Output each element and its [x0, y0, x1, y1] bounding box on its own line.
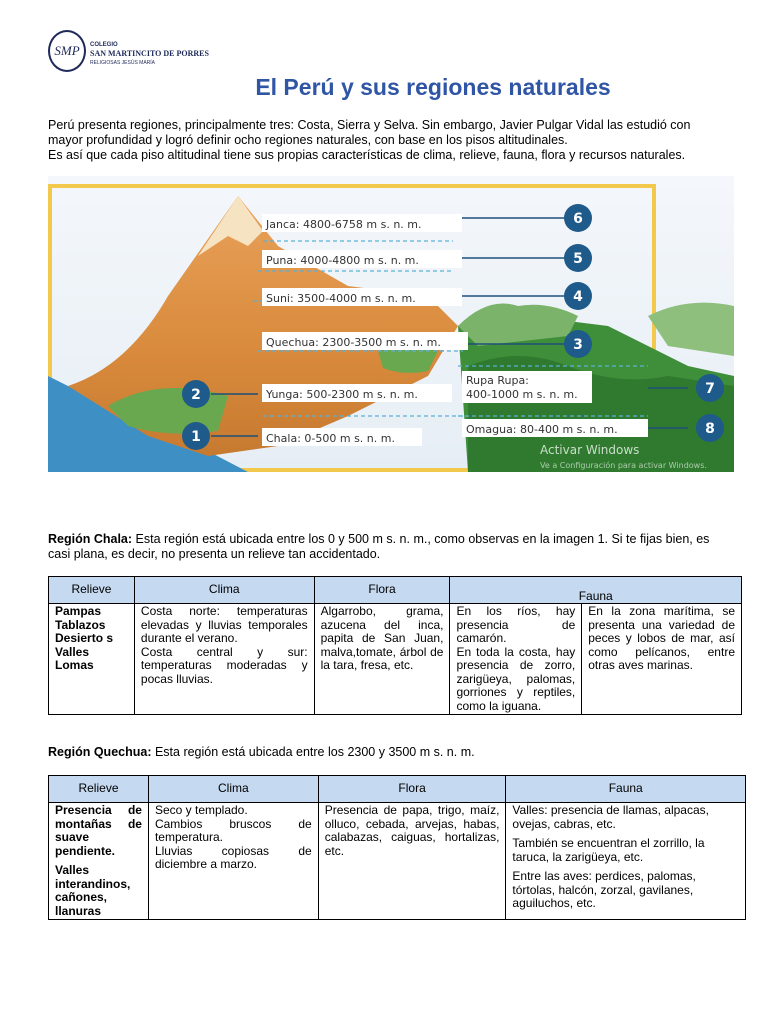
quechua-fauna-3: Entre las aves: perdices, palomas, tórtolas, halcón, zorzal, gavilanes, aguiluchos, etc. — [512, 869, 696, 910]
chala-clima — [134, 604, 314, 715]
label-quechua: Quechua: 2300-3500 m s. n. m. — [266, 336, 441, 349]
quechua-clima-1: Seco y templado. — [154, 803, 248, 817]
intro-paragraph-2: Es así que cada piso altitudinal tiene sus propias características de clima, relieve, fauna, flora y recursos naturales. — [48, 148, 686, 162]
quechua-intro — [48, 745, 728, 760]
label-puna: Puna: 4000-4800 m s. n. m. — [266, 254, 419, 267]
quechua-fauna-2: También se encuentran el zorrillo, la taruca, la zarigüeya, etc. — [512, 836, 705, 864]
quechua-relieve-2: Valles interandinos, cañones, llanuras — [55, 863, 131, 918]
quechua-fauna-1: Valles: presencia de llamas, alpacas, ovejas, cabras, etc. — [512, 803, 709, 831]
logo-line-3: RELIGIOSAS JESÚS MARÍA — [90, 60, 156, 66]
chala-intro — [48, 532, 728, 562]
school-seal: SMP — [48, 30, 86, 72]
badge-7: 7 — [705, 381, 715, 397]
label-suni: Suni: 3500-4000 m s. n. m. — [266, 292, 416, 305]
badge-2: 2 — [191, 387, 201, 403]
chala-fauna-land — [450, 604, 582, 715]
quechua-header-clima: Clima — [148, 776, 318, 803]
label-omagua: Omagua: 80-400 m s. n. m. — [466, 423, 618, 436]
quechua-table — [48, 775, 746, 920]
chala-fauna-costa: En toda la costa, hay presencia de zorro, zarigüeya, palomas, gorriones y reptiles, como la iguana. — [456, 644, 576, 713]
chala-header-clima: Clima — [134, 577, 314, 604]
badge-3: 3 — [573, 337, 583, 353]
quechua-header-fauna: Fauna — [506, 776, 746, 803]
badge-8: 8 — [705, 421, 715, 437]
badge-5: 5 — [573, 251, 583, 267]
label-chala: Chala: 0-500 m s. n. m. — [266, 432, 395, 445]
watermark-activate: Activar Windows — [540, 443, 640, 457]
chala-flora: Algarrobo, grama, azucena del inca, papita de San Juan, malva,tomate, árbol de la tara, fresa, etc. — [314, 604, 450, 715]
label-rupa-rupa-2: 400-1000 m s. n. m. — [466, 388, 578, 401]
label-rupa-rupa-1: Rupa Rupa: — [466, 374, 529, 387]
intro-paragraph-1: Perú presenta regiones, principalmente tres: Costa, Sierra y Selva. Sin embargo, Javier Pulgar Vidal las estudió con mayor profundidad y logró definir ocho regiones naturales, con base en los pisos altitudinales. — [48, 118, 691, 147]
badge-4: 4 — [573, 289, 583, 305]
quechua-fauna — [506, 803, 746, 920]
chala-relieve: Pampas Tablazos Desierto s Valles Lomas — [49, 604, 135, 715]
logo-line-1: COLEGIO — [90, 42, 118, 48]
quechua-clima-2: Cambios bruscos de temperatura. — [154, 816, 312, 844]
quechua-clima — [148, 803, 318, 920]
chala-fauna-rios: En los ríos, hay presencia de camarón. — [456, 604, 576, 645]
chala-header-flora: Flora — [314, 577, 450, 604]
quechua-relieve — [49, 803, 149, 920]
quechua-flora: Presencia de papa, trigo, maíz, olluco, cebada, arvejas, habas, calabazas, caiguas, hortalizas, etc. — [318, 803, 506, 920]
label-janca: Janca: 4800-6758 m s. n. m. — [266, 218, 422, 231]
chala-text: Esta región está ubicada entre los 0 y 500 m s. n. m., como observas en la imagen 1. Si te fijas bien, es casi plana, es decir, no presenta un relieve tan accidentado. — [48, 532, 710, 561]
quechua-header-relieve: Relieve — [49, 776, 149, 803]
chala-header-relieve: Relieve — [49, 577, 135, 604]
quechua-heading: Región Quechua: — [48, 745, 152, 759]
chala-clima-norte: Costa norte: temperaturas elevadas y lluvias temporales durante el verano. — [140, 604, 308, 645]
chala-fauna-marina: En la zona marítima, se presenta una variedad de peces y lobos de mar, así como pelícanos, entre otras aves marinas. — [582, 604, 742, 715]
chala-table — [48, 576, 742, 715]
intro-text — [48, 118, 728, 163]
school-logo — [48, 30, 228, 76]
chala-heading: Región Chala: — [48, 532, 133, 546]
quechua-relieve-1: Presencia de montañas de suave pendiente. — [55, 803, 142, 858]
chala-header-fauna: Fauna — [450, 577, 742, 604]
quechua-clima-3: Lluvias copiosas de diciembre a marzo. — [154, 843, 312, 871]
chala-clima-central: Costa central y sur: temperaturas moderadas y pocas lluvias. — [140, 644, 308, 686]
badge-6: 6 — [573, 211, 583, 227]
quechua-text: Esta región está ubicada entre los 2300 y 3500 m s. n. m. — [151, 745, 475, 759]
watermark-settings: Ve a Configuración para activar Windows. — [540, 461, 707, 470]
quechua-header-flora: Flora — [318, 776, 506, 803]
logo-line-2: SAN MARTINCITO DE PORRES — [90, 49, 209, 58]
label-yunga: Yunga: 500-2300 m s. n. m. — [266, 388, 418, 401]
badge-1: 1 — [191, 429, 201, 445]
page-title: El Perú y sus regiones naturales — [255, 74, 611, 100]
altitude-regions-illustration — [48, 176, 734, 472]
